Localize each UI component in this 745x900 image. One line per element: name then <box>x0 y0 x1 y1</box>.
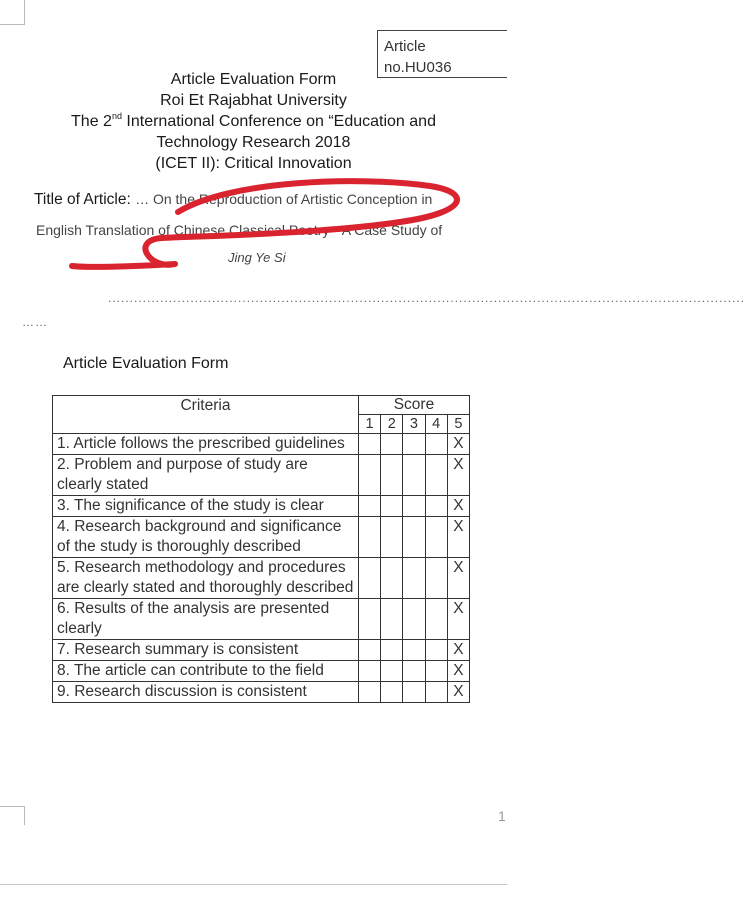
title-text-line2: English Translation of Chinese Classical Poetry-- A Case Study of <box>36 222 443 238</box>
score-number-5: 5 <box>447 415 469 434</box>
conference-line: The 2nd International Conference on “Education and <box>71 111 436 130</box>
criteria-cell: 7. Research summary is consistent <box>53 640 359 661</box>
table-row <box>53 517 470 558</box>
table-row <box>53 496 470 517</box>
table-row <box>53 661 470 682</box>
table-row <box>53 682 470 703</box>
title-label: Title of Article: <box>34 191 131 208</box>
score-mark: X <box>447 496 469 517</box>
article-label: Article <box>384 38 426 55</box>
score-mark: X <box>447 558 469 599</box>
score-number-4: 4 <box>425 415 447 434</box>
crop-mark-bottom-left <box>0 806 25 825</box>
page-number: 1 <box>498 808 506 824</box>
score-mark: X <box>447 640 469 661</box>
evaluation-table <box>52 395 470 703</box>
criteria-header: Criteria <box>53 396 359 434</box>
conference-name-line2: Technology Research 2018 <box>156 134 351 151</box>
score-mark: X <box>447 517 469 558</box>
score-mark: X <box>447 455 469 496</box>
score-number-1: 1 <box>358 415 380 434</box>
criteria-cell: 8. The article can contribute to the field <box>53 661 359 682</box>
article-number: no.HU036 <box>384 59 452 76</box>
university-name: Roi Et Rajabhat University <box>160 92 347 109</box>
title-of-article <box>34 191 432 209</box>
dotted-line: ................................................................................................................................................... <box>108 291 745 305</box>
dotted-line-continuation: …… <box>22 315 48 329</box>
score-mark: X <box>447 661 469 682</box>
table-row <box>53 640 470 661</box>
score-header: Score <box>358 396 469 415</box>
criteria-cell: 4. Research background and significance of the study is thoroughly described <box>53 517 359 558</box>
score-mark: X <box>447 434 469 455</box>
evaluation-section-title: Article Evaluation Form <box>63 355 229 372</box>
table-row <box>53 455 470 496</box>
score-number-2: 2 <box>381 415 403 434</box>
table-row <box>53 558 470 599</box>
criteria-cell: 6. Results of the analysis are presented clearly <box>53 599 359 640</box>
page-bottom-divider <box>0 884 507 885</box>
form-header <box>0 69 507 174</box>
table-row <box>53 434 470 455</box>
title-text-line1: … On the Reproduction of Artistic Conception in <box>135 191 433 207</box>
criteria-cell: 5. Research methodology and procedures are clearly stated and thoroughly described <box>53 558 359 599</box>
title-text-line3: Jing Ye Si <box>228 250 286 265</box>
crop-mark-top-left <box>0 0 25 25</box>
score-mark: X <box>447 599 469 640</box>
criteria-cell: 3. The significance of the study is clear <box>53 496 359 517</box>
criteria-cell: 1. Article follows the prescribed guidelines <box>53 434 359 455</box>
form-title: Article Evaluation Form <box>170 71 337 88</box>
criteria-cell: 2. Problem and purpose of study are clearly stated <box>53 455 359 496</box>
table-header-row <box>53 396 470 415</box>
conference-name-line3: (ICET II): Critical Innovation <box>155 155 352 172</box>
score-mark: X <box>447 682 469 703</box>
table-row <box>53 599 470 640</box>
criteria-cell: 9. Research discussion is consistent <box>53 682 359 703</box>
score-number-3: 3 <box>403 415 425 434</box>
